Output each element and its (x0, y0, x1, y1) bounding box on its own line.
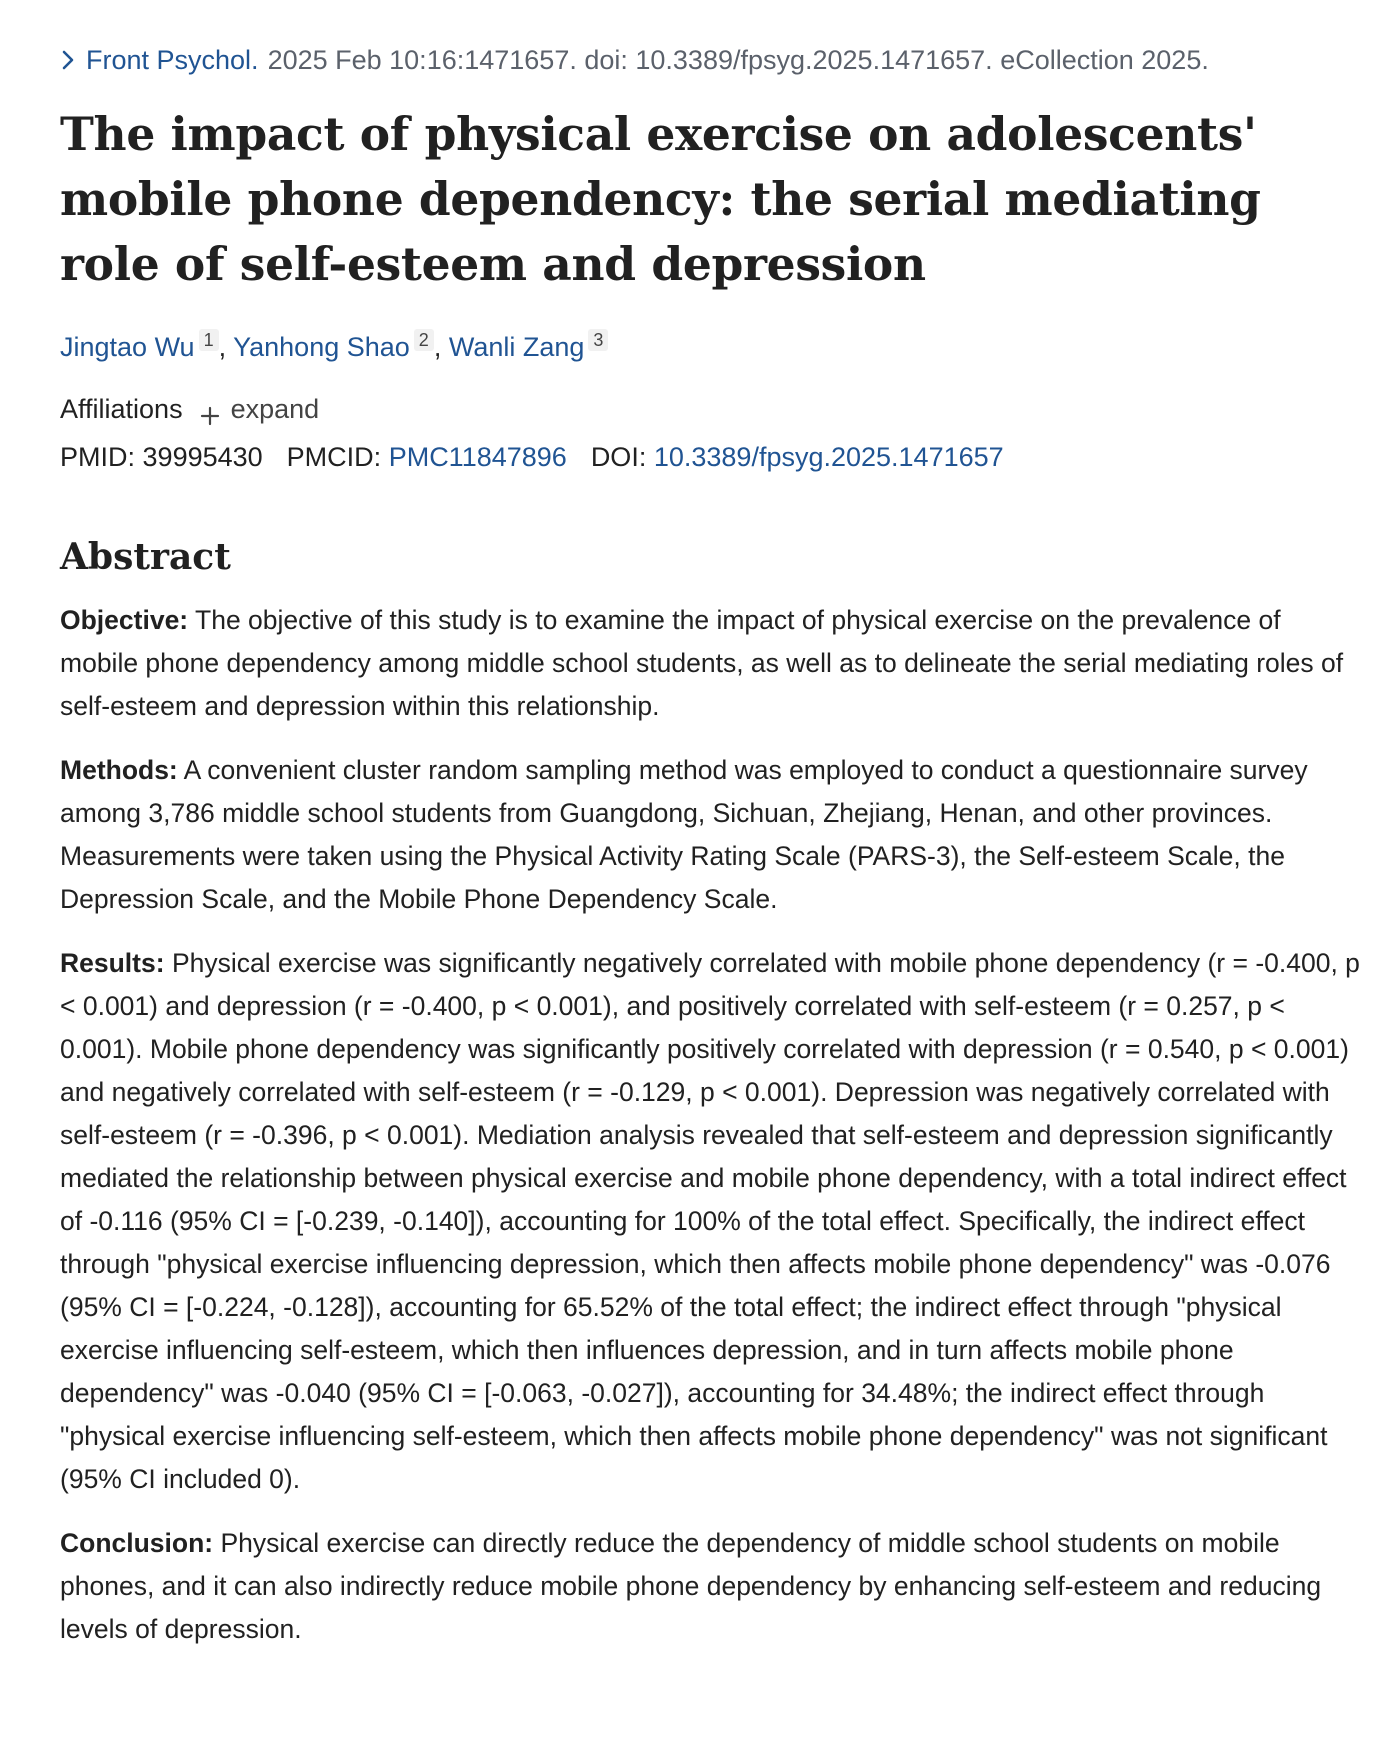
identifiers-row (60, 437, 1360, 477)
journal-link[interactable]: Front Psychol. (86, 45, 259, 75)
doi-link[interactable]: 10.3389/fpsyg.2025.1471657 (653, 442, 1004, 472)
pmid-value: 39995430 (142, 442, 263, 472)
abstract-body (60, 599, 1360, 1651)
doi-label: DOI: (590, 442, 647, 472)
citation-line (60, 38, 1360, 82)
author-link[interactable]: Wanli Zang (448, 332, 585, 362)
conclusion-text: Physical exercise can directly reduce the dependency of middle school students on mobile phones, and it can also indirectly reduce mobile phone dependency by enhancing self-esteem and reducing levels of depression. (60, 1528, 1322, 1644)
pmcid-link[interactable]: PMC11847896 (388, 442, 567, 472)
citation-details: 2025 Feb 10:16:1471657. doi: 10.3389/fpsyg.2025.1471657. eCollection 2025. (267, 45, 1209, 75)
author-link[interactable]: Jingtao Wu (60, 332, 195, 362)
affiliation-number[interactable]: 2 (414, 329, 434, 351)
affiliation-number[interactable]: 1 (199, 329, 219, 351)
expand-affiliations-button[interactable] (199, 389, 320, 429)
plus-icon (199, 398, 221, 420)
affiliation-number[interactable]: 3 (588, 329, 608, 351)
methods-label: Methods: (60, 755, 178, 785)
article-title: The impact of physical exercise on adolescents' mobile phone dependency: the serial mediating role of self-esteem and depression (60, 107, 1261, 291)
abstract-methods (60, 749, 1360, 921)
methods-text: A convenient cluster random sampling method was employed to conduct a questionnaire survey among 3,786 middle school students from Guangdong, Sichuan, Zhejiang, Henan, and other provinces. Measurements were taken using the Physical Activity Rating Scale (PARS-3), the Self-esteem Scale, the Depression Scale, and the Mobile Phone Dependency Scale. (60, 755, 1308, 914)
abstract-conclusion (60, 1522, 1360, 1651)
affiliations-row (60, 389, 1360, 429)
abstract-objective (60, 599, 1360, 728)
affiliations-label: Affiliations (60, 394, 183, 424)
pmid-label: PMID: (60, 442, 136, 472)
author-separator: , (218, 332, 227, 362)
conclusion-label: Conclusion: (60, 1528, 214, 1558)
objective-text: The objective of this study is to examine the impact of physical exercise on the prevalence of mobile phone dependency among middle school students, as well as to delineate the serial mediating roles of self-esteem and depression within this relationship. (60, 605, 1344, 721)
author-list (60, 327, 1360, 367)
pmcid-label: PMCID: (286, 442, 382, 472)
article-page (60, 38, 1360, 1651)
author-link[interactable]: Yanhong Shao (233, 332, 410, 362)
chevron-right-icon[interactable] (60, 48, 86, 72)
abstract-heading: Abstract (60, 536, 231, 578)
author-separator: , (433, 332, 442, 362)
results-label: Results: (60, 948, 165, 978)
expand-label: expand (230, 394, 320, 424)
results-text: Physical exercise was significantly negatively correlated with mobile phone dependency (r = -0.400, p < 0.001) and depression (r = -0.400, p < 0.001), and positively correlated with self-esteem (r = 0.257, p < 0.001). Mobile phone dependency was significantly positively correlated with depression (r = 0.540, p < 0.001) and negatively correlated with self-esteem (r = -0.129, p < 0.001). Depression was negatively correlated with self-esteem (r = -0.396, p < 0.001). Mediation analysis revealed that self-esteem and depression significantly mediated the relationship between physical exercise and mobile phone dependency, with a total indirect effect of -0.116 (95% CI = [-0.239, -0.140]), accounting for 100% of the total effect. Specifically, the indirect effect through "physical exercise influencing depression, which then affects mobile phone dependency" was -0.076 (95% CI = [-0.224, -0.128]), accounting for 65.52% of the total effect; the indirect effect through "physical exercise influencing self-esteem, which then influences depression, and in turn affects mobile phone dependency" was -0.040 (95% CI = [-0.063, -0.027]), accounting for 34.48%; the indirect effect through "physical exercise influencing self-esteem, which then affects mobile phone dependency" was not significant (95% CI included 0). (60, 948, 1360, 1494)
abstract-results (60, 942, 1360, 1501)
objective-label: Objective: (60, 605, 189, 635)
